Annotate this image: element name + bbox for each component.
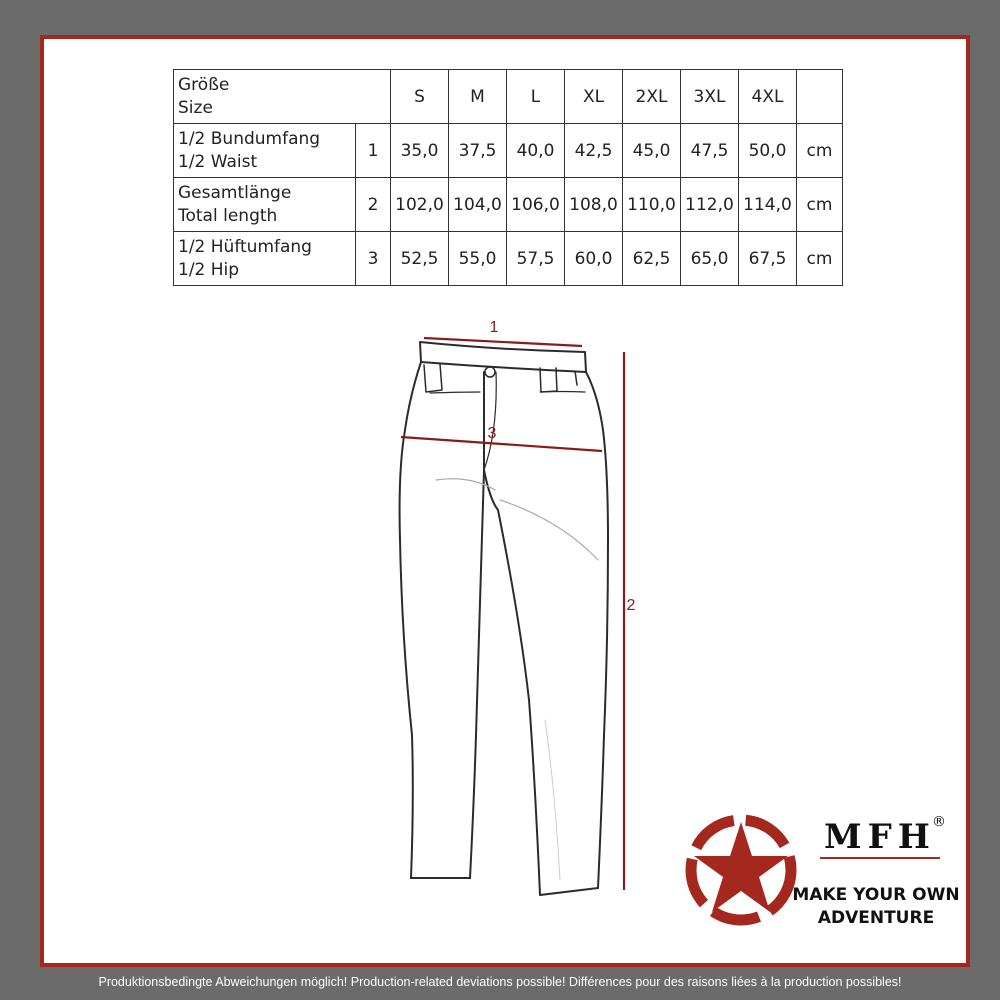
table-cell: 65,0: [681, 232, 739, 286]
table-cell: 112,0: [681, 178, 739, 232]
footer-disclaimer: Produktionsbedingte Abweichungen möglich! Production-related deviations possible! Différences pour des raisons liées à la production possibles!: [98, 975, 902, 989]
row-unit: cm: [797, 178, 843, 232]
table-cell: 110,0: [623, 178, 681, 232]
brand-name: MFH: [824, 817, 936, 857]
length-label: 2: [626, 597, 636, 614]
table-cell: 55,0: [449, 232, 507, 286]
slogan-line1: MAKE YOUR OWN: [792, 885, 960, 905]
row-label-de: 1/2 Hüftumfang: [178, 236, 312, 257]
size-label-en: Size: [178, 97, 213, 118]
table-cell: 114,0: [739, 178, 797, 232]
table-cell: 52,5: [391, 232, 449, 286]
table-cell: 47,5: [681, 124, 739, 178]
hip-measure-line: [401, 437, 602, 451]
row-unit: cm: [797, 232, 843, 286]
row-label-de: Gesamtlänge: [178, 182, 292, 203]
table-cell: 108,0: [565, 178, 623, 232]
table-cell: 67,5: [739, 232, 797, 286]
row-label-en: 1/2 Hip: [178, 259, 240, 280]
size-label-de: Größe: [178, 74, 230, 95]
table-cell: 60,0: [565, 232, 623, 286]
table-cell: 42,5: [565, 124, 623, 178]
row-unit: cm: [797, 124, 843, 178]
row-number: 2: [356, 178, 391, 232]
hip-label: 3: [487, 425, 497, 442]
table-cell: 102,0: [391, 178, 449, 232]
row-label-en: 1/2 Waist: [178, 151, 258, 172]
table-cell: 40,0: [507, 124, 565, 178]
size-col-header: 4XL: [739, 70, 797, 124]
row-label-en: Total length: [178, 205, 278, 226]
size-col-header: M: [449, 70, 507, 124]
table-cell: 50,0: [739, 124, 797, 178]
size-col-header: XL: [565, 70, 623, 124]
registered-mark: ®: [932, 814, 946, 830]
pants-outline: [400, 342, 608, 895]
size-col-header: S: [391, 70, 449, 124]
measurement-lines: [401, 338, 624, 890]
star-icon: [691, 820, 791, 920]
slogan-line2: ADVENTURE: [817, 908, 935, 928]
table-cell: 37,5: [449, 124, 507, 178]
table-cell: 57,5: [507, 232, 565, 286]
table-cell: 62,5: [623, 232, 681, 286]
table-cell: 106,0: [507, 178, 565, 232]
table-cell: 45,0: [623, 124, 681, 178]
size-col-header: 2XL: [623, 70, 681, 124]
table-cell: 104,0: [449, 178, 507, 232]
size-col-header: 3XL: [681, 70, 739, 124]
size-col-header: L: [507, 70, 565, 124]
waist-label: 1: [489, 319, 499, 336]
table-cell: 35,0: [391, 124, 449, 178]
row-number: 1: [356, 124, 391, 178]
row-label-de: 1/2 Bundumfang: [178, 128, 321, 149]
row-number: 3: [356, 232, 391, 286]
